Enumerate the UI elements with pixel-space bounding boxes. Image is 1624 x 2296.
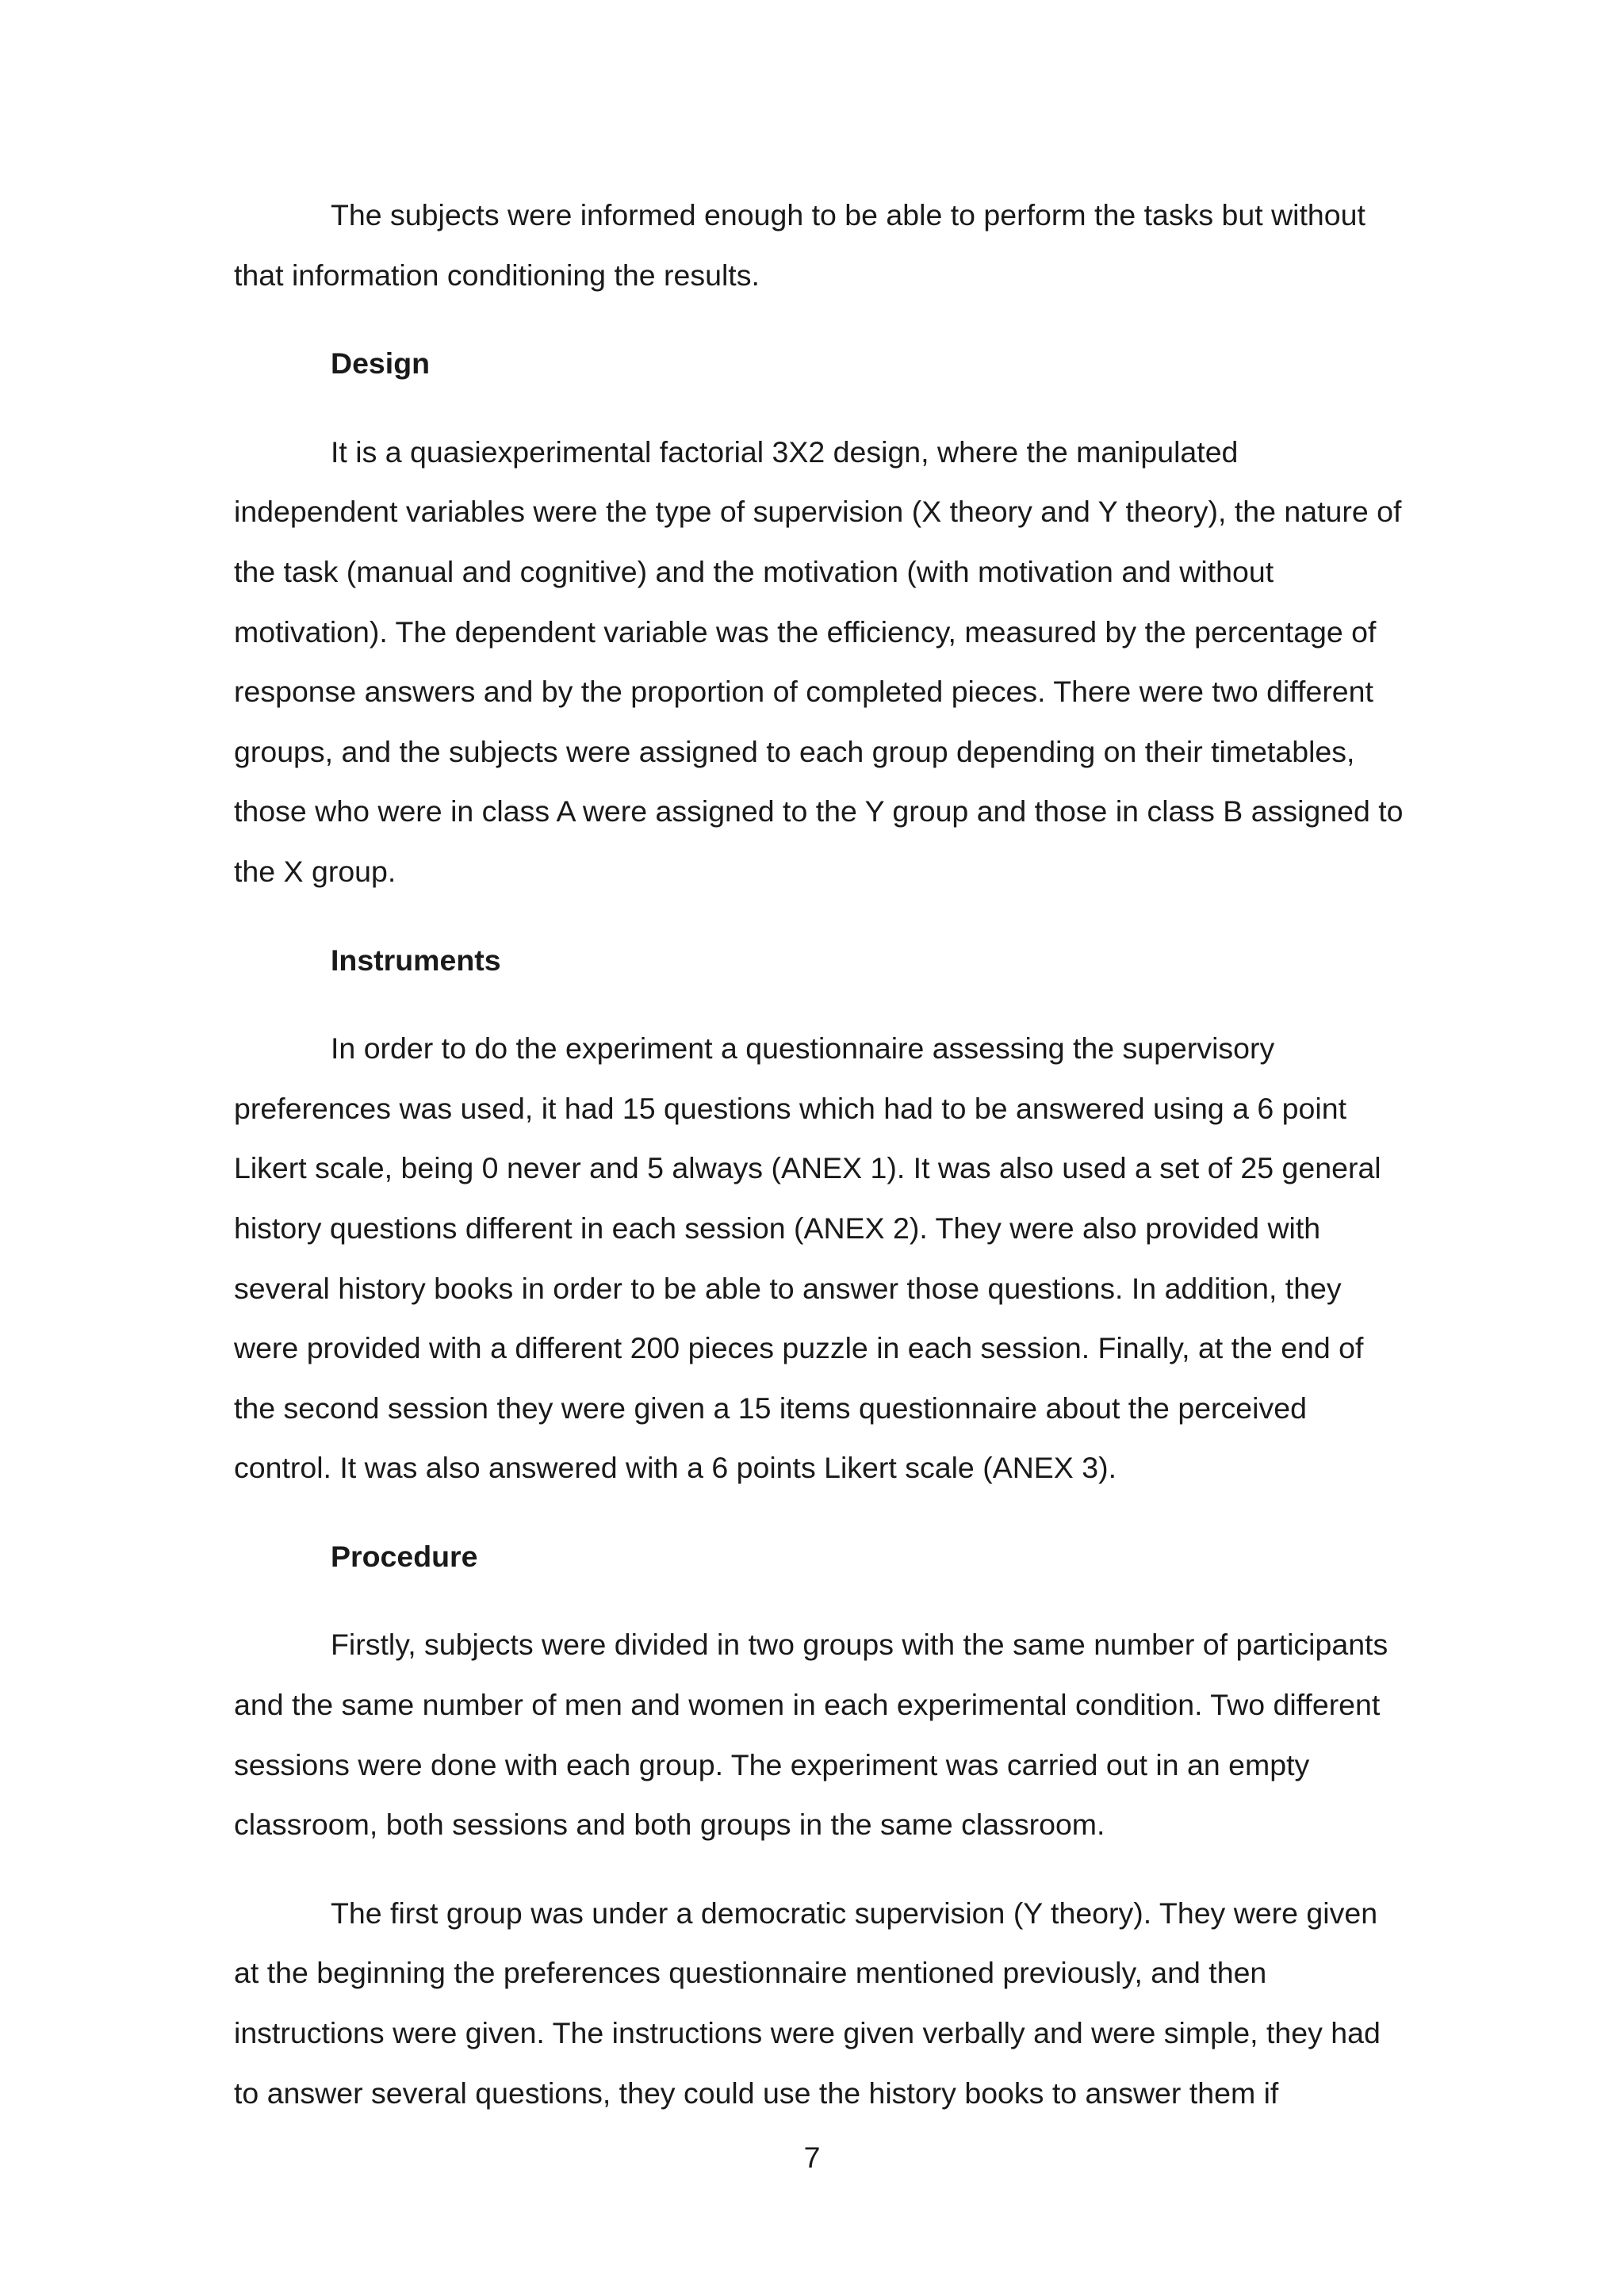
- heading-design: Design: [331, 346, 431, 381]
- paragraph-intro: The subjects were informed enough to be able to perform the tasks but without that information conditioning the results.: [234, 198, 1365, 292]
- paragraph-instruments: In order to do the experiment a questionnaire assessing the supervisory preferences was used, it had 15 questions which had to be answered using a 6 point Likert scale, being 0 never and 5 always (ANEX 1). It was also used a set of 25 general history questions different in each session (ANEX 2). They were also provided with several history books in order to be able to answer those questions. In addition, they were provided with a different 200 pieces puzzle in each session. Finally, at the end of the second session they were given a 15 items questionnaire about the perceived control. It was also answered with a 6 points Likert scale (ANEX 3).: [234, 1031, 1381, 1485]
- heading-procedure: Procedure: [331, 1539, 478, 1573]
- document-body: [234, 186, 1408, 2152]
- paragraph-procedure-1: Firstly, subjects were divided in two groups with the same number of participants and the same number of men and women in each experimental condition. Two different sessions were done with each group. The experiment was carried out in an empty classroom, both sessions and both groups in the same classroom.: [234, 1628, 1388, 1842]
- heading-instruments: Instruments: [331, 943, 501, 977]
- page-number: 7: [803, 2141, 821, 2174]
- paragraph-design: It is a quasiexperimental factorial 3X2 design, where the manipulated independent variables were the type of supervision (X theory and Y theory), the nature of the task (manual and cognitive) and the motivation (with motivation and without motivation). The dependent variable was the efficiency, measured by the percentage of response answers and by the proportion of completed pieces. There were two different groups, and the subjects were assigned to each group depending on their timetables, those who were in class A were assigned to the Y group and those in class B assigned to the X group.: [234, 434, 1404, 888]
- paragraph-procedure-2: The first group was under a democratic supervision (Y theory). They were given at the beginning the preferences questionnaire mentioned previously, and then instructions were given. The instructions were given verbally and were simple, they had to answer several questions, they could use the history books to answer them if: [234, 1896, 1381, 2110]
